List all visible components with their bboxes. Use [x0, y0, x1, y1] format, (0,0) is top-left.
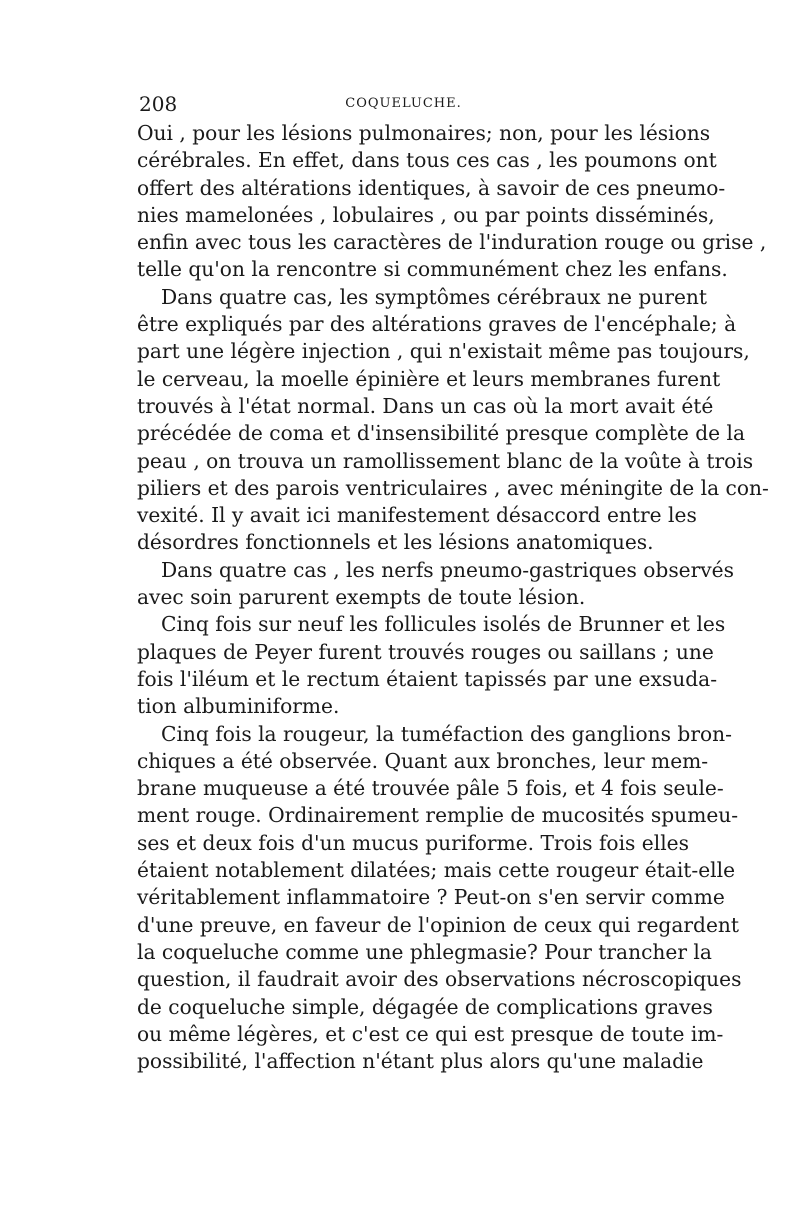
text-line: nies mamelonées , lobulaires , ou par points disséminés, — [137, 202, 715, 227]
text-line: avec soin parurent exempts de toute lésion. — [137, 585, 586, 610]
text-line: peau , on trouva un ramollissement blanc de la voûte à trois — [137, 448, 754, 473]
text-line: ment rouge. Ordinairement remplie de mucosités spumeu- — [137, 803, 739, 828]
text-line: question, il faudrait avoir des observations nécroscopiques — [137, 967, 742, 992]
text-line: piliers et des parois ventriculaires , avec méningite de la con- — [137, 475, 769, 500]
text-line: cérébrales. En effet, dans tous ces cas , les poumons ont — [137, 148, 717, 173]
paragraph — [137, 120, 767, 284]
text-line: plaques de Peyer furent trouvés rouges ou saillans ; une — [137, 639, 714, 664]
text-line: précédée de coma et d'insensibilité presque complète de la — [137, 421, 746, 446]
text-line: le cerveau, la moelle épinière et leurs membranes furent — [137, 366, 721, 391]
text-line: vexité. Il y avait ici manifestement désaccord entre les — [137, 503, 697, 528]
text-line: de coqueluche simple, dégagée de complications graves — [137, 994, 713, 1019]
text-line: telle qu'on la rencontre si communément chez les enfans. — [137, 257, 728, 282]
text-line: chiques a été observée. Quant aux bronches, leur mem- — [137, 748, 709, 773]
text-line: fois l'iléum et le rectum étaient tapissés par une exsuda- — [137, 666, 718, 691]
paragraph — [137, 557, 734, 612]
page-number: 208 — [139, 92, 178, 116]
text-line: être expliqués par des altérations graves de l'encéphale; à — [137, 312, 737, 337]
text-line: part une légère injection , qui n'existait même pas toujours, — [137, 339, 750, 364]
text-line: trouvés à l'état normal. Dans un cas où la mort avait été — [137, 393, 714, 418]
text-line: brane muqueuse a été trouvée pâle 5 fois, et 4 fois seule- — [137, 776, 724, 801]
text-line: possibilité, l'affection n'étant plus alors qu'une maladie — [137, 1049, 704, 1074]
running-title: COQUELUCHE. — [345, 96, 462, 111]
text-line: véritablement inflammatoire ? Peut-on s'en servir comme — [137, 885, 725, 910]
text-line: Dans quatre cas , les nerfs pneumo-gastriques observés — [161, 557, 734, 582]
paragraph — [137, 284, 769, 557]
text-line: ou même légères, et c'est ce qui est presque de toute im- — [137, 1021, 724, 1046]
paragraph — [137, 611, 726, 720]
page-header — [137, 88, 670, 118]
text-line: Cinq fois sur neuf les follicules isolés de Brunner et les — [161, 612, 726, 637]
paragraph — [137, 721, 742, 1076]
text-line: étaient notablement dilatées; mais cette rougeur était-elle — [137, 858, 736, 883]
text-line: Dans quatre cas, les symptômes cérébraux ne purent — [161, 284, 708, 309]
text-line: d'une preuve, en faveur de l'opinion de ceux qui regardent — [137, 912, 740, 937]
text-line: Oui , pour les lésions pulmonaires; non, pour les lésions — [137, 121, 711, 145]
text-line: désordres fonctionnels et les lésions anatomiques. — [137, 530, 654, 555]
body-text — [137, 120, 769, 1075]
text-line: tion albuminiforme. — [137, 694, 340, 719]
text-line: offert des altérations identiques, à savoir de ces pneumo- — [137, 175, 726, 200]
text-line: ses et deux fois d'un mucus puriforme. Trois fois elles — [137, 830, 689, 855]
text-line: enfin avec tous les caractères de l'induration rouge ou grise , — [137, 230, 767, 255]
text-line: Cinq fois la rougeur, la tuméfaction des ganglions bron- — [161, 721, 732, 746]
text-line: la coqueluche comme une phlegmasie? Pour trancher la — [137, 939, 712, 964]
